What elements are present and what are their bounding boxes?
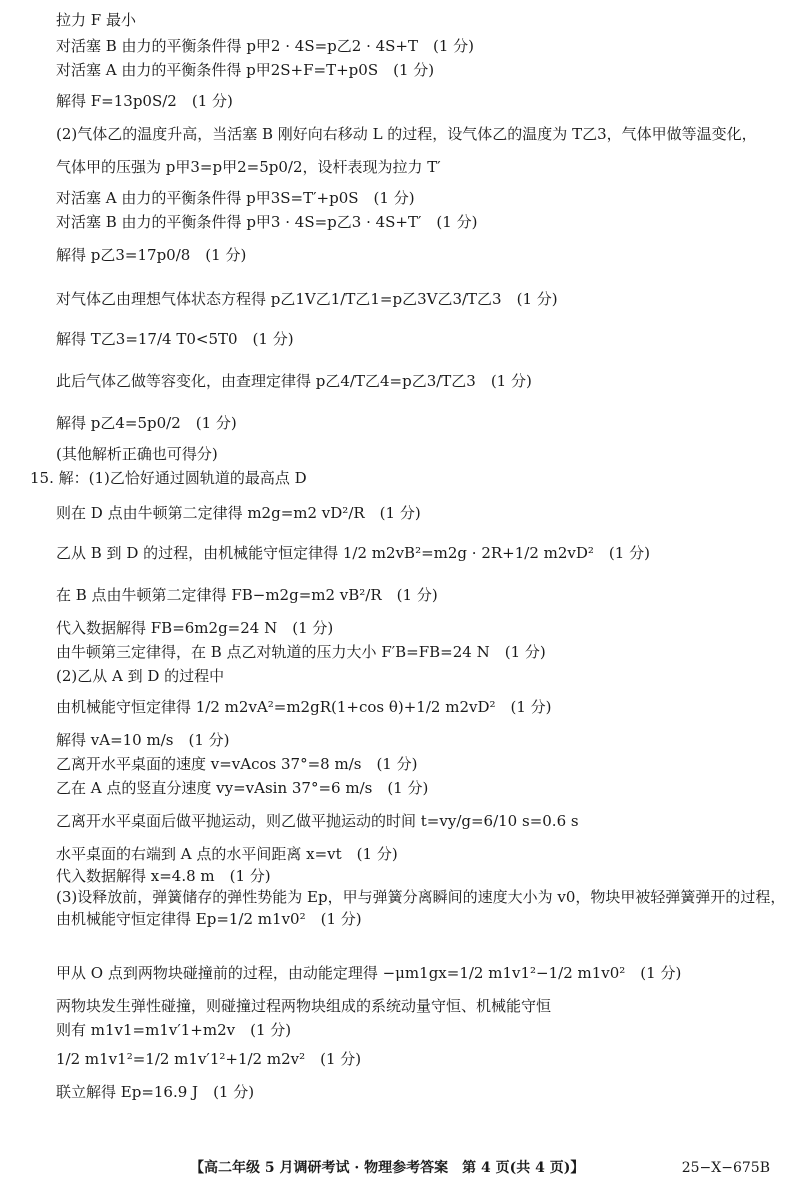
text-line: 联立解得 Ep=16.9 J (1 分) bbox=[56, 1083, 255, 1101]
text-line: 解得 T乙3=17/4 T0<5T0 (1 分) bbox=[56, 330, 294, 348]
text-line: 乙离开水平桌面后做平抛运动，则乙做平抛运动的时间 t=vy/g=6/10 s=0.6 s bbox=[56, 812, 579, 830]
text-line: 拉力 F 最小 bbox=[56, 11, 136, 29]
text-line: 甲从 O 点到两物块碰撞前的过程，由动能定理得 −μm1gx=1/2 m1v1²−1/2 m1v0² (1 分) bbox=[56, 964, 682, 982]
text-line: (2)气体乙的温度升高，当活塞 B 刚好向右移动 L 的过程，设气体乙的温度为 T乙3，气体甲做等温变化， bbox=[56, 125, 757, 143]
text-line: 解得 p乙4=5p0/2 (1 分) bbox=[56, 414, 237, 432]
text-line: 则有 m1v1=m1v′1+m2v (1 分) bbox=[56, 1021, 292, 1039]
text-line: 水平桌面的右端到 A 点的水平间距离 x=vt (1 分) bbox=[56, 845, 398, 863]
text-line: 对气体乙由理想气体状态方程得 p乙1V乙1/T乙1=p乙3V乙3/T乙3 (1 分) bbox=[56, 290, 558, 308]
text-line: 由机械能守恒定律得 1/2 m2vA²=m2gR(1+cos θ)+1/2 m2vD² (1 分) bbox=[56, 698, 552, 716]
text-line: 乙从 B 到 D 的过程，由机械能守恒定律得 1/2 m2vB²=m2g · 2R+1/2 m2vD² (1 分) bbox=[56, 544, 650, 562]
text-line: 则在 D 点由牛顿第二定律得 m2g=m2 vD²/R (1 分) bbox=[56, 504, 421, 522]
text-line: 由牛顿第三定律得，在 B 点乙对轨道的压力大小 F′B=FB=24 N (1 分) bbox=[56, 643, 546, 661]
text-line: 对活塞 A 由力的平衡条件得 p甲3S=T′+p0S (1 分) bbox=[56, 189, 415, 207]
footer-title: 【高二年级 5 月调研考试 · 物理参考答案 第 4 页(共 4 页)】 bbox=[190, 1160, 585, 1176]
text-line: 解得 F=13p0S/2 (1 分) bbox=[56, 92, 233, 110]
text-line: 1/2 m1v1²=1/2 m1v′1²+1/2 m2v² (1 分) bbox=[56, 1050, 362, 1068]
text-line: 乙在 A 点的竖直分速度 vy=vAsin 37°=6 m/s (1 分) bbox=[56, 779, 429, 797]
text-line: 代入数据解得 x=4.8 m (1 分) bbox=[56, 867, 271, 885]
text-line: 对活塞 B 由力的平衡条件得 p甲3 · 4S=p乙3 · 4S+T′ (1 分) bbox=[56, 213, 478, 231]
text-line: 解得 vA=10 m/s (1 分) bbox=[56, 731, 230, 749]
text-line: 在 B 点由牛顿第二定律得 FB−m2g=m2 vB²/R (1 分) bbox=[56, 586, 438, 604]
text-line: 对活塞 A 由力的平衡条件得 p甲2S+F=T+p0S (1 分) bbox=[56, 61, 435, 79]
text-line: (3)设释放前，弹簧储存的弹性势能为 Ep，甲与弹簧分离瞬间的速度大小为 v0，物块甲被轻弹簧弹开的过程，由机械能守恒定律得 Ep=1/2 m1v0² (1 分) bbox=[56, 888, 786, 928]
text-line: 对活塞 B 由力的平衡条件得 p甲2 · 4S=p乙2 · 4S+T (1 分) bbox=[56, 37, 475, 55]
text-line: (其他解析正确也可得分) bbox=[56, 445, 218, 463]
text-line: (2)乙从 A 到 D 的过程中 bbox=[56, 667, 225, 685]
text-line: 此后气体乙做等容变化，由查理定律得 p乙4/T乙4=p乙3/T乙3 (1 分) bbox=[56, 372, 532, 390]
text-line: 乙离开水平桌面的速度 v=vAcos 37°=8 m/s (1 分) bbox=[56, 755, 418, 773]
question-heading: 15. 解：(1)乙恰好通过圆轨道的最高点 D bbox=[30, 469, 307, 487]
text-line: 解得 p乙3=17p0/8 (1 分) bbox=[56, 246, 247, 264]
text-line: 气体甲的压强为 p甲3=p甲2=5p0/2，设杆表现为拉力 T′ bbox=[56, 158, 441, 176]
footer-code: 25−X−675B bbox=[681, 1160, 770, 1176]
text-line: 两物块发生弹性碰撞，则碰撞过程两物块组成的系统动量守恒、机械能守恒 bbox=[56, 997, 552, 1015]
text-line: 代入数据解得 FB=6m2g=24 N (1 分) bbox=[56, 619, 334, 637]
